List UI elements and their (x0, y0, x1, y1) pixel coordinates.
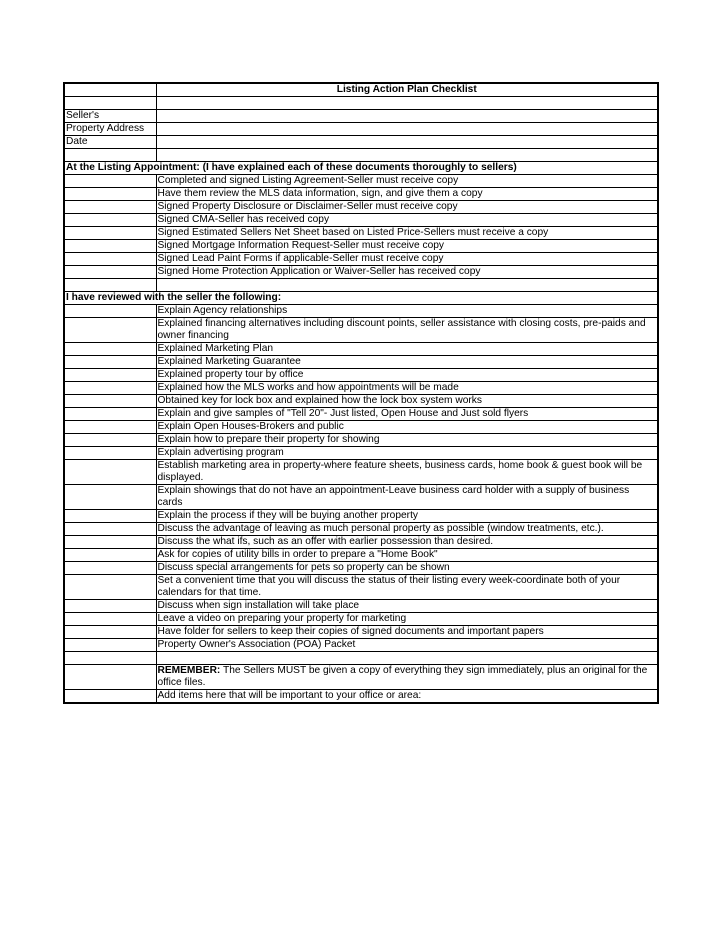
section2-item-text: Establish marketing area in property-where feature sheets, business cards, home book & guest book will be displayed. (156, 460, 658, 485)
section2-item-text: Ask for copies of utility bills in order to prepare a "Home Book" (156, 549, 658, 562)
section2-item-text: Explain showings that do not have an appointment-Leave business card holder with a supply of business cards (156, 485, 658, 510)
checklist-item-row (64, 626, 658, 639)
section2-check-cell[interactable] (64, 613, 156, 626)
section1-item-text: Signed Lead Paint Forms if applicable-Seller must receive copy (156, 253, 658, 266)
checklist-item-row (64, 523, 658, 536)
section2-check-cell[interactable] (64, 639, 156, 652)
blank-row (64, 652, 658, 665)
date-input-cell[interactable] (156, 136, 658, 149)
section2-check-cell[interactable] (64, 369, 156, 382)
checklist-item-row (64, 343, 658, 356)
section2-item-text: Explain how to prepare their property for showing (156, 434, 658, 447)
checklist-item-row (64, 356, 658, 369)
section1-item-text: Signed Estimated Sellers Net Sheet based on Listed Price-Sellers must receive a copy (156, 227, 658, 240)
section2-item-text: Discuss the what ifs, such as an offer with earlier possession than desired. (156, 536, 658, 549)
checklist-item-row (64, 318, 658, 343)
checklist-item-row (64, 175, 658, 188)
section2-check-cell[interactable] (64, 421, 156, 434)
checklist-item-row (64, 305, 658, 318)
section2-check-cell[interactable] (64, 562, 156, 575)
date-label: Date (64, 136, 156, 149)
seller-input-cell[interactable] (156, 110, 658, 123)
section2-item-text: Discuss the advantage of leaving as much personal property as possible (window treatments, etc.). (156, 523, 658, 536)
section1-item-text: Signed Mortgage Information Request-Seller must receive copy (156, 240, 658, 253)
section1-item-text: Signed Home Protection Application or Waiver-Seller has received copy (156, 266, 658, 279)
remember-label: REMEMBER: (157, 665, 221, 676)
section2-check-cell[interactable] (64, 536, 156, 549)
section2-check-cell[interactable] (64, 626, 156, 639)
property-address-label: Property Address (64, 123, 156, 136)
section1-heading: At the Listing Appointment: (I have explained each of these documents thoroughly to sellers) (64, 162, 658, 175)
section1-check-cell[interactable] (64, 227, 156, 240)
checklist-item-row (64, 408, 658, 421)
section1-check-cell[interactable] (64, 201, 156, 214)
remember-text: The Sellers MUST be given a copy of everything they sign immediately, plus an original for the office files. (157, 665, 648, 688)
section1-check-cell[interactable] (64, 266, 156, 279)
section2-check-cell[interactable] (64, 460, 156, 485)
section2-item-text: Explain and give samples of "Tell 20"- Just listed, Open House and Just sold flyers (156, 408, 658, 421)
checklist-item-row (64, 549, 658, 562)
checklist-item-row (64, 536, 658, 549)
section1-item-text: Signed CMA-Seller has received copy (156, 214, 658, 227)
section2-item-text: Leave a video on preparing your property for marketing (156, 613, 658, 626)
blank-row (64, 97, 658, 110)
checklist-item-row (64, 201, 658, 214)
checklist-item-row (64, 447, 658, 460)
section2-item-text: Property Owner's Association (POA) Packet (156, 639, 658, 652)
section2-check-cell[interactable] (64, 434, 156, 447)
checklist-item-row (64, 188, 658, 201)
checklist-item-row (64, 253, 658, 266)
checklist-item-row (64, 600, 658, 613)
section2-check-cell[interactable] (64, 343, 156, 356)
section1-check-cell[interactable] (64, 175, 156, 188)
page-title: Listing Action Plan Checklist (156, 83, 658, 97)
checklist-item-row (64, 227, 658, 240)
checklist-item-row (64, 421, 658, 434)
section2-items (64, 305, 658, 652)
section2-check-cell[interactable] (64, 395, 156, 408)
add-items-label[interactable]: Add items here that will be important to your office or area: (156, 690, 658, 704)
section2-item-text: Explain Open Houses-Brokers and public (156, 421, 658, 434)
checklist-item-row (64, 214, 658, 227)
checklist-item-row (64, 613, 658, 626)
section2-check-cell[interactable] (64, 523, 156, 536)
section1-items (64, 175, 658, 279)
remember-note (156, 665, 658, 690)
section1-check-cell[interactable] (64, 253, 156, 266)
remember-check-cell[interactable] (64, 665, 156, 690)
section2-item-text: Explain Agency relationships (156, 305, 658, 318)
section2-item-text: Explained property tour by office (156, 369, 658, 382)
checklist-item-row (64, 266, 658, 279)
section2-check-cell[interactable] (64, 382, 156, 395)
section2-check-cell[interactable] (64, 575, 156, 600)
section2-item-text: Explained Marketing Plan (156, 343, 658, 356)
title-left-cell (64, 83, 156, 97)
section2-check-cell[interactable] (64, 600, 156, 613)
section2-item-text: Explained Marketing Guarantee (156, 356, 658, 369)
seller-field-row (64, 110, 658, 123)
add-items-check-cell[interactable] (64, 690, 156, 704)
checklist-item-row (64, 395, 658, 408)
section1-check-cell[interactable] (64, 240, 156, 253)
blank-row (64, 279, 658, 292)
section1-check-cell[interactable] (64, 188, 156, 201)
section2-item-text: Discuss when sign installation will take place (156, 600, 658, 613)
section1-check-cell[interactable] (64, 214, 156, 227)
property-address-input-cell[interactable] (156, 123, 658, 136)
checklist-item-row (64, 639, 658, 652)
title-row (64, 83, 658, 97)
date-field-row (64, 136, 658, 149)
section1-item-text: Signed Property Disclosure or Disclaimer-Seller must receive copy (156, 201, 658, 214)
checklist-item-row (64, 562, 658, 575)
checklist-item-row (64, 575, 658, 600)
section2-check-cell[interactable] (64, 485, 156, 510)
section2-item-text: Obtained key for lock box and explained how the lock box system works (156, 395, 658, 408)
section2-item-text: Explained financing alternatives including discount points, seller assistance with closing costs, pre-paids and owner financing (156, 318, 658, 343)
property-address-field-row (64, 123, 658, 136)
section2-check-cell[interactable] (64, 510, 156, 523)
section2-item-text: Explained how the MLS works and how appointments will be made (156, 382, 658, 395)
checklist-item-row (64, 510, 658, 523)
checklist-item-row (64, 369, 658, 382)
checklist-item-row (64, 485, 658, 510)
section2-check-cell[interactable] (64, 356, 156, 369)
section2-item-text: Have folder for sellers to keep their copies of signed documents and important papers (156, 626, 658, 639)
checklist-item-row (64, 434, 658, 447)
section2-heading-row (64, 292, 658, 305)
checklist-table (63, 82, 659, 704)
section2-check-cell[interactable] (64, 447, 156, 460)
section1-heading-row (64, 162, 658, 175)
section2-check-cell[interactable] (64, 318, 156, 343)
section2-item-text: Explain advertising program (156, 447, 658, 460)
checklist-item-row (64, 240, 658, 253)
add-items-row (64, 690, 658, 704)
section2-item-text: Explain the process if they will be buying another property (156, 510, 658, 523)
blank-row (64, 149, 658, 162)
section2-heading: I have reviewed with the seller the following: (64, 292, 658, 305)
section2-item-text: Set a convenient time that you will discuss the status of their listing every week-coordinate both of your calendars for that time. (156, 575, 658, 600)
checklist-item-row (64, 382, 658, 395)
section2-check-cell[interactable] (64, 549, 156, 562)
section1-item-text: Have them review the MLS data information, sign, and give them a copy (156, 188, 658, 201)
section2-check-cell[interactable] (64, 408, 156, 421)
section2-check-cell[interactable] (64, 305, 156, 318)
seller-label: Seller's (64, 110, 156, 123)
section1-item-text: Completed and signed Listing Agreement-Seller must receive copy (156, 175, 658, 188)
section2-item-text: Discuss special arrangements for pets so property can be shown (156, 562, 658, 575)
remember-row (64, 665, 658, 690)
checklist-item-row (64, 460, 658, 485)
